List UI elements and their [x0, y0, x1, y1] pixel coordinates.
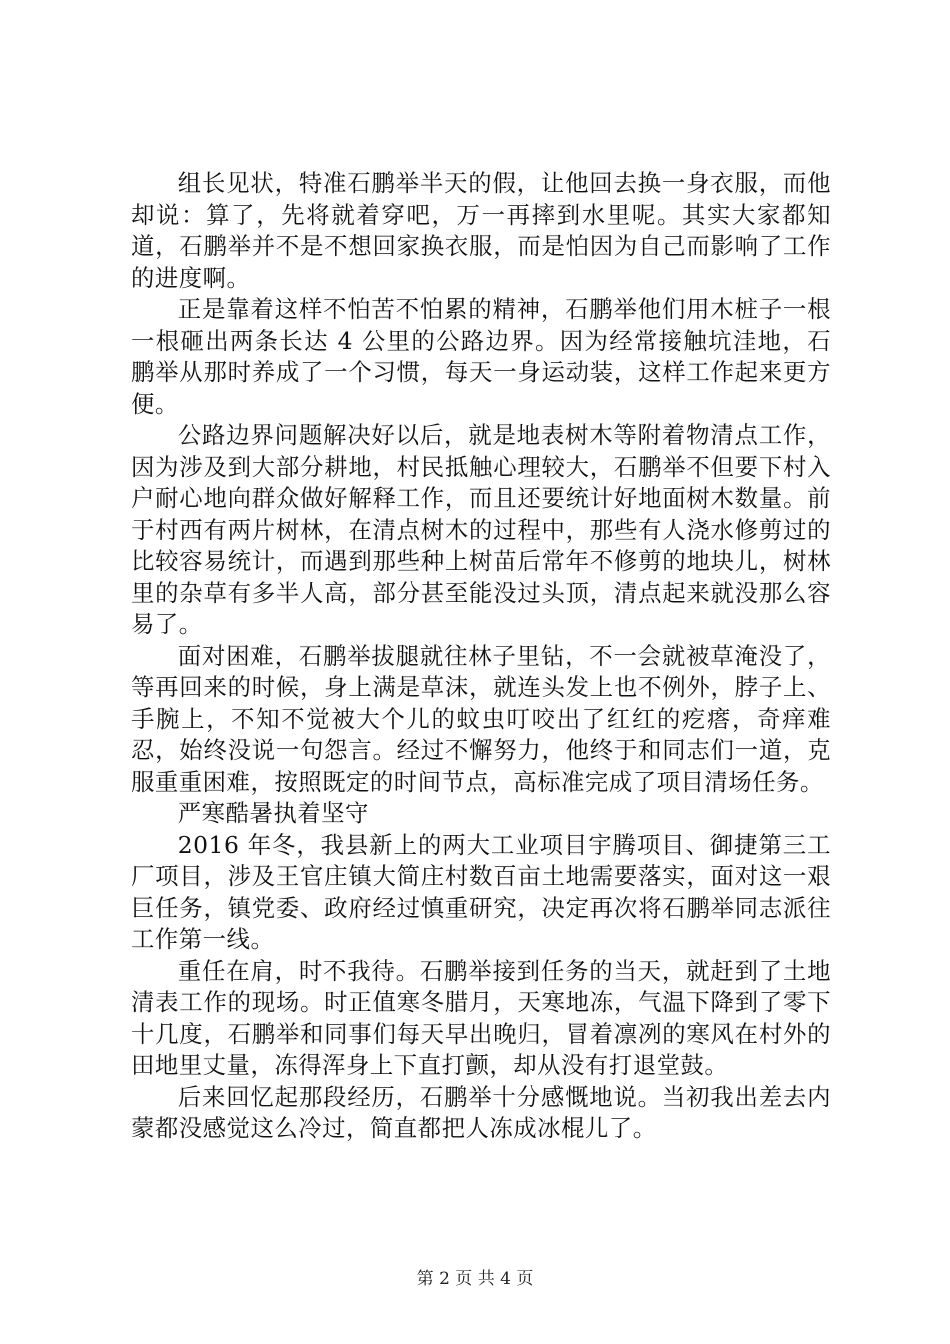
document-body — [131, 168, 831, 1145]
paragraph: 面对困难，石鹏举拔腿就往林子里钻，不一会就被草淹没了，等再回来的时候，身上满是草沫，就连头发上也不例外，脖子上、手腕上，不知不觉被大个儿的蚊虫叮咬出了红红的疙瘩，奇痒难忍，始终没说一句怨言。经过不懈努力，他终于和同志们一道，克服重重困难，按照既定的时间节点，高标准完成了项目清场任务。 — [131, 641, 831, 796]
paragraph: 组长见状，特准石鹏举半天的假，让他回去换一身衣服，而他却说：算了，先将就着穿吧，万一再摔到水里呢。其实大家都知道，石鹏举并不是不想回家换衣服，而是怕因为自己而影响了工作的进度啊。 — [131, 169, 831, 292]
section-heading: 严寒酷暑执着坚守 — [177, 799, 369, 827]
paragraph: 正是靠着这样不怕苦不怕累的精神，石鹏举他们用木桩子一根一根砸出两条长达 4 公里的公路边界。因为经常接触坑洼地，石鹏举从那时养成了一个习惯，每天一身运动装，这样工作起来更方便。 — [131, 295, 831, 418]
paragraph: 重任在肩，时不我待。石鹏举接到任务的当天，就赶到了土地清表工作的现场。时正值寒冬腊月，天寒地冻，气温下降到了零下十几度，石鹏举和同事们每天早出晚归，冒着凛冽的寒风在村外的田地里丈量，冻得浑身上下直打颤，却从没有打退堂鼓。 — [131, 956, 831, 1079]
page-number-label: 第 2 页 共 4 页 — [416, 1269, 534, 1289]
paragraph: 2016 年冬，我县新上的两大工业项目宇腾项目、御捷第三工厂项目，涉及王官庄镇大简庄村数百亩土地需要落实，面对这一艰巨任务，镇党委、政府经过慎重研究，决定再次将石鹏举同志派往工作第一线。 — [131, 830, 831, 953]
page-footer — [0, 1268, 950, 1290]
paragraph: 后来回忆起那段经历，石鹏举十分感慨地说。当初我出差去内蒙都没感觉这么冷过，简直都把人冻成冰棍儿了。 — [131, 1082, 831, 1142]
paragraph: 公路边界问题解决好以后，就是地表树木等附着物清点工作，因为涉及到大部分耕地，村民抵触心理较大，石鹏举不但要下村入户耐心地向群众做好解释工作，而且还要统计好地面树木数量。前于村西有两片树林，在清点树木的过程中，那些有人浇水修剪过的比较容易统计，而遇到那些种上树苗后常年不修剪的地块儿，树林里的杂草有多半人高，部分甚至能没过头顶，清点起来就没那么容易了。 — [131, 421, 831, 638]
